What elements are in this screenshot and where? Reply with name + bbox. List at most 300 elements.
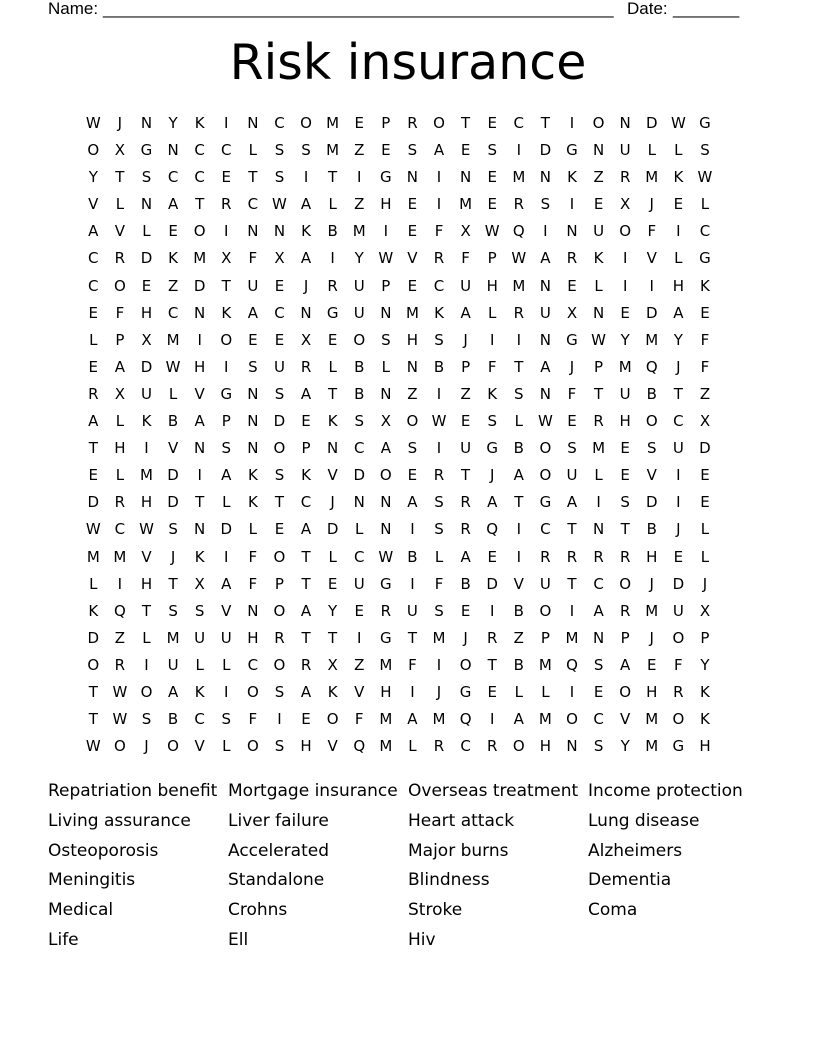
grid-cell[interactable]: U xyxy=(539,574,551,593)
grid-cell[interactable]: K xyxy=(593,249,604,268)
grid-cell[interactable]: O xyxy=(326,710,339,729)
grid-cell[interactable]: E xyxy=(620,439,630,458)
grid-cell[interactable]: T xyxy=(248,168,258,187)
grid-cell[interactable]: R xyxy=(486,628,498,647)
grid-cell[interactable]: M xyxy=(565,628,579,647)
grid-cell[interactable]: U xyxy=(220,628,232,647)
grid-cell[interactable]: R xyxy=(433,249,445,268)
grid-cell[interactable]: R xyxy=(593,412,604,431)
grid-cell[interactable]: F xyxy=(354,710,364,729)
grid-cell[interactable]: U xyxy=(353,303,365,322)
grid-cell[interactable]: E xyxy=(700,493,710,512)
grid-cell[interactable]: N xyxy=(300,303,312,322)
grid-cell[interactable]: S xyxy=(274,737,285,756)
grid-cell[interactable]: E xyxy=(381,141,391,160)
grid-cell[interactable]: C xyxy=(460,737,471,756)
grid-cell[interactable]: M xyxy=(618,357,632,376)
grid-cell[interactable]: A xyxy=(407,710,418,729)
grid-cell[interactable]: S xyxy=(194,601,205,620)
grid-cell[interactable]: V xyxy=(513,574,524,593)
grid-cell[interactable]: L xyxy=(195,655,204,674)
grid-cell[interactable]: R xyxy=(114,249,126,268)
grid-cell[interactable]: A xyxy=(513,466,524,485)
grid-cell[interactable]: W xyxy=(112,710,128,729)
grid-cell[interactable]: T xyxy=(195,195,205,214)
grid-cell[interactable]: M xyxy=(352,222,366,241)
grid-cell[interactable]: P xyxy=(274,574,284,593)
grid-cell[interactable]: O xyxy=(672,710,685,729)
grid-cell[interactable]: E xyxy=(567,412,577,431)
grid-cell[interactable]: I xyxy=(622,249,628,268)
grid-cell[interactable]: J xyxy=(463,330,468,349)
grid-cell[interactable]: F xyxy=(461,249,470,268)
grid-cell[interactable]: P xyxy=(540,628,550,647)
grid-cell[interactable]: O xyxy=(87,655,100,674)
grid-cell[interactable]: K xyxy=(700,682,710,701)
grid-cell[interactable]: I xyxy=(596,493,601,512)
grid-cell[interactable]: O xyxy=(672,628,685,647)
grid-cell[interactable]: Q xyxy=(645,357,658,376)
grid-cell[interactable]: L xyxy=(647,141,656,160)
grid-cell[interactable]: Y xyxy=(620,330,630,349)
grid-cell[interactable]: K xyxy=(247,493,258,512)
grid-cell[interactable]: E xyxy=(460,601,471,620)
grid-cell[interactable]: X xyxy=(620,195,631,214)
grid-cell[interactable]: R xyxy=(619,547,631,566)
grid-cell[interactable]: T xyxy=(487,655,497,674)
grid-cell[interactable]: J xyxy=(702,574,708,593)
grid-cell[interactable]: S xyxy=(301,141,311,160)
grid-cell[interactable]: J xyxy=(676,357,681,376)
grid-cell[interactable]: N xyxy=(140,114,153,132)
grid-cell[interactable]: R xyxy=(433,466,445,485)
grid-cell[interactable]: H xyxy=(380,195,392,214)
grid-cell[interactable]: K xyxy=(194,682,205,701)
grid-cell[interactable]: R xyxy=(460,493,471,512)
grid-cell[interactable]: G xyxy=(539,493,552,512)
grid-cell[interactable]: O xyxy=(379,466,392,485)
grid-cell[interactable]: E xyxy=(487,195,497,214)
grid-cell[interactable]: I xyxy=(676,466,681,485)
grid-cell[interactable]: L xyxy=(168,384,178,403)
grid-cell[interactable]: E xyxy=(620,303,630,322)
grid-cell[interactable]: H xyxy=(486,276,498,295)
grid-cell[interactable]: W xyxy=(484,222,500,241)
grid-cell[interactable]: M xyxy=(432,710,446,729)
grid-cell[interactable]: B xyxy=(167,710,179,729)
grid-cell[interactable]: L xyxy=(514,412,523,431)
grid-cell[interactable]: I xyxy=(357,628,362,647)
grid-cell[interactable]: E xyxy=(221,168,231,187)
grid-cell[interactable]: S xyxy=(274,682,285,701)
grid-cell[interactable]: W xyxy=(139,520,154,539)
grid-cell[interactable]: S xyxy=(168,601,178,620)
grid-cell[interactable]: X xyxy=(380,412,391,431)
grid-cell[interactable]: M xyxy=(512,168,526,187)
grid-cell[interactable]: T xyxy=(620,520,630,539)
grid-cell[interactable]: N xyxy=(194,520,206,539)
grid-cell[interactable]: E xyxy=(274,330,285,349)
grid-cell[interactable]: K xyxy=(487,384,498,403)
grid-cell[interactable]: M xyxy=(538,710,552,729)
grid-cell[interactable]: Z xyxy=(460,384,471,403)
grid-cell[interactable]: W xyxy=(670,114,686,132)
grid-cell[interactable]: S xyxy=(593,655,604,674)
grid-cell[interactable]: H xyxy=(539,737,552,756)
grid-cell[interactable]: V xyxy=(221,601,232,620)
grid-cell[interactable]: T xyxy=(328,384,338,403)
grid-cell[interactable]: T xyxy=(274,493,285,512)
grid-cell[interactable]: V xyxy=(327,466,338,485)
grid-cell[interactable]: R xyxy=(673,682,684,701)
grid-cell[interactable]: F xyxy=(700,330,710,349)
grid-cell[interactable]: E xyxy=(460,141,471,160)
grid-cell[interactable]: Q xyxy=(353,737,366,756)
grid-cell[interactable]: Z xyxy=(114,628,126,647)
grid-cell[interactable]: N xyxy=(592,628,605,647)
grid-cell[interactable]: R xyxy=(540,547,551,566)
grid-cell[interactable]: I xyxy=(569,114,575,132)
grid-cell[interactable]: Y xyxy=(168,114,178,132)
grid-cell[interactable]: M xyxy=(405,303,419,322)
grid-cell[interactable]: O xyxy=(566,710,578,729)
grid-cell[interactable]: G xyxy=(566,330,578,349)
grid-cell[interactable]: T xyxy=(514,493,524,512)
grid-cell[interactable]: O xyxy=(433,114,445,132)
grid-cell[interactable]: S xyxy=(274,141,285,160)
grid-cell[interactable]: K xyxy=(141,412,152,431)
grid-cell[interactable]: L xyxy=(115,466,125,485)
grid-cell[interactable]: E xyxy=(593,682,604,701)
grid-cell[interactable]: L xyxy=(700,520,710,539)
grid-cell[interactable]: F xyxy=(248,249,258,268)
grid-cell[interactable]: P xyxy=(381,276,391,295)
grid-cell[interactable]: F xyxy=(434,222,444,241)
grid-cell[interactable]: D xyxy=(167,466,179,485)
grid-cell[interactable]: L xyxy=(674,249,683,268)
grid-cell[interactable]: T xyxy=(301,547,311,566)
grid-cell[interactable]: V xyxy=(620,710,631,729)
grid-cell[interactable]: A xyxy=(433,141,445,160)
grid-cell[interactable]: R xyxy=(619,168,631,187)
grid-cell[interactable]: Y xyxy=(328,601,338,620)
grid-cell[interactable]: E xyxy=(301,710,311,729)
grid-cell[interactable]: D xyxy=(645,303,658,322)
grid-cell[interactable]: H xyxy=(247,628,259,647)
grid-cell[interactable]: N xyxy=(566,222,578,241)
grid-cell[interactable]: B xyxy=(460,574,471,593)
grid-cell[interactable]: M xyxy=(113,547,127,566)
grid-cell[interactable]: W xyxy=(511,249,527,268)
grid-cell[interactable]: S xyxy=(434,601,444,620)
grid-cell[interactable]: O xyxy=(619,682,632,701)
grid-cell[interactable]: T xyxy=(88,439,98,458)
grid-cell[interactable]: K xyxy=(434,303,444,322)
grid-cell[interactable]: E xyxy=(620,466,630,485)
grid-cell[interactable]: S xyxy=(274,384,285,403)
grid-cell[interactable]: R xyxy=(300,655,312,674)
grid-cell[interactable]: M xyxy=(645,737,659,756)
grid-cell[interactable]: A xyxy=(221,466,232,485)
grid-cell[interactable]: T xyxy=(115,168,125,187)
grid-cell[interactable]: X xyxy=(114,141,126,160)
grid-cell[interactable]: U xyxy=(194,628,206,647)
grid-cell[interactable]: S xyxy=(168,520,178,539)
grid-cell[interactable]: L xyxy=(514,682,523,701)
grid-cell[interactable]: I xyxy=(569,682,575,701)
grid-cell[interactable]: O xyxy=(512,737,525,756)
grid-cell[interactable]: O xyxy=(273,601,286,620)
grid-cell[interactable]: N xyxy=(380,384,392,403)
grid-cell[interactable]: M xyxy=(459,195,473,214)
grid-cell[interactable]: E xyxy=(141,276,152,295)
grid-cell[interactable]: D xyxy=(220,520,233,539)
grid-cell[interactable]: H xyxy=(140,493,153,512)
grid-cell[interactable]: T xyxy=(88,710,98,729)
grid-cell[interactable]: R xyxy=(566,547,578,566)
grid-cell[interactable]: V xyxy=(88,195,99,214)
grid-cell[interactable]: T xyxy=(141,601,152,620)
grid-cell[interactable]: D xyxy=(699,439,711,458)
grid-cell[interactable]: R xyxy=(114,655,126,674)
grid-cell[interactable]: O xyxy=(273,655,286,674)
grid-cell[interactable]: L xyxy=(408,737,417,756)
grid-cell[interactable]: R xyxy=(221,195,232,214)
grid-cell[interactable]: N xyxy=(247,384,259,403)
grid-cell[interactable]: L xyxy=(89,330,98,349)
grid-cell[interactable]: M xyxy=(193,249,207,268)
grid-cell[interactable]: X xyxy=(327,655,338,674)
grid-cell[interactable]: N xyxy=(566,737,578,756)
grid-cell[interactable]: U xyxy=(353,574,365,593)
grid-cell[interactable]: V xyxy=(194,384,205,403)
grid-cell[interactable]: A xyxy=(167,195,179,214)
grid-cell[interactable]: L xyxy=(248,520,258,539)
grid-cell[interactable]: L xyxy=(700,547,710,566)
grid-cell[interactable]: F xyxy=(700,357,710,376)
grid-cell[interactable]: H xyxy=(619,412,631,431)
grid-cell[interactable]: L xyxy=(700,195,710,214)
grid-cell[interactable]: E xyxy=(487,682,497,701)
grid-cell[interactable]: E xyxy=(407,195,418,214)
grid-cell[interactable]: H xyxy=(672,276,684,295)
grid-cell[interactable]: M xyxy=(512,276,526,295)
grid-cell[interactable]: U xyxy=(247,276,259,295)
grid-cell[interactable]: K xyxy=(247,466,258,485)
grid-cell[interactable]: O xyxy=(113,737,126,756)
grid-cell[interactable]: G xyxy=(699,249,711,268)
grid-cell[interactable]: O xyxy=(539,466,552,485)
grid-cell[interactable]: I xyxy=(436,439,442,458)
grid-cell[interactable]: G xyxy=(380,628,392,647)
grid-cell[interactable]: J xyxy=(649,195,654,214)
grid-cell[interactable]: S xyxy=(248,357,258,376)
grid-cell[interactable]: L xyxy=(248,141,258,160)
grid-cell[interactable]: F xyxy=(248,710,258,729)
grid-cell[interactable]: I xyxy=(330,249,335,268)
grid-cell[interactable]: H xyxy=(699,737,711,756)
grid-cell[interactable]: E xyxy=(301,412,311,431)
grid-cell[interactable]: C xyxy=(194,168,205,187)
grid-cell[interactable]: R xyxy=(327,276,338,295)
grid-cell[interactable]: H xyxy=(300,737,312,756)
grid-cell[interactable]: O xyxy=(619,574,632,593)
grid-cell[interactable]: I xyxy=(516,547,522,566)
grid-cell[interactable]: R xyxy=(300,357,312,376)
grid-cell[interactable]: K xyxy=(700,276,710,295)
grid-cell[interactable]: T xyxy=(407,628,417,647)
grid-cell[interactable]: Y xyxy=(88,168,98,187)
grid-cell[interactable]: M xyxy=(326,141,340,160)
grid-cell[interactable]: O xyxy=(406,412,419,431)
grid-cell[interactable]: I xyxy=(197,330,202,349)
grid-cell[interactable]: I xyxy=(410,520,415,539)
grid-cell[interactable]: P xyxy=(221,412,231,431)
grid-cell[interactable]: F xyxy=(248,547,258,566)
grid-cell[interactable]: S xyxy=(514,384,524,403)
grid-cell[interactable]: U xyxy=(672,439,684,458)
grid-cell[interactable]: A xyxy=(593,601,604,620)
grid-cell[interactable]: O xyxy=(273,547,286,566)
grid-cell[interactable]: C xyxy=(194,141,205,160)
grid-cell[interactable]: C xyxy=(513,114,525,132)
grid-cell[interactable]: O xyxy=(193,222,206,241)
grid-cell[interactable]: M xyxy=(86,547,100,566)
grid-cell[interactable]: E xyxy=(487,168,497,187)
grid-cell[interactable]: D xyxy=(273,412,286,431)
grid-cell[interactable]: F xyxy=(674,655,683,674)
grid-cell[interactable]: C xyxy=(194,710,205,729)
grid-cell[interactable]: C xyxy=(593,710,604,729)
grid-cell[interactable]: G xyxy=(459,682,472,701)
grid-cell[interactable]: H xyxy=(646,547,658,566)
name-blank-line[interactable]: ______________________________________________________ xyxy=(103,0,614,18)
grid-cell[interactable]: T xyxy=(328,628,338,647)
grid-cell[interactable]: G xyxy=(140,141,153,160)
grid-cell[interactable]: U xyxy=(353,276,365,295)
grid-cell[interactable]: I xyxy=(676,493,681,512)
grid-cell[interactable]: N xyxy=(406,168,419,187)
grid-cell[interactable]: N xyxy=(353,493,365,512)
grid-cell[interactable]: K xyxy=(194,547,205,566)
grid-cell[interactable]: Y xyxy=(673,330,683,349)
grid-cell[interactable]: I xyxy=(436,195,442,214)
grid-cell[interactable]: C xyxy=(300,493,312,512)
grid-cell[interactable]: O xyxy=(539,601,552,620)
grid-cell[interactable]: A xyxy=(487,493,498,512)
grid-cell[interactable]: K xyxy=(194,114,205,132)
grid-cell[interactable]: I xyxy=(516,141,522,160)
grid-cell[interactable]: E xyxy=(647,655,657,674)
grid-cell[interactable]: N xyxy=(247,114,259,132)
grid-cell[interactable]: S xyxy=(487,141,497,160)
grid-cell[interactable]: I xyxy=(277,710,282,729)
grid-cell[interactable]: B xyxy=(167,412,179,431)
grid-cell[interactable]: P xyxy=(594,357,604,376)
grid-cell[interactable]: V xyxy=(354,682,365,701)
grid-cell[interactable]: X xyxy=(194,574,205,593)
grid-cell[interactable]: G xyxy=(380,574,392,593)
grid-cell[interactable]: E xyxy=(487,114,497,132)
grid-cell[interactable]: N xyxy=(194,303,206,322)
grid-cell[interactable]: U xyxy=(619,384,631,403)
grid-cell[interactable]: I xyxy=(436,384,442,403)
grid-cell[interactable]: N xyxy=(380,303,392,322)
grid-cell[interactable]: T xyxy=(168,574,178,593)
grid-cell[interactable]: C xyxy=(114,520,126,539)
grid-cell[interactable]: W xyxy=(112,682,128,701)
grid-cell[interactable]: S xyxy=(221,710,232,729)
grid-cell[interactable]: V xyxy=(646,466,657,485)
grid-cell[interactable]: J xyxy=(649,574,654,593)
grid-cell[interactable]: U xyxy=(140,384,152,403)
grid-cell[interactable]: N xyxy=(539,384,551,403)
grid-cell[interactable]: U xyxy=(406,601,418,620)
grid-cell[interactable]: E xyxy=(487,547,497,566)
grid-cell[interactable]: O xyxy=(300,114,312,132)
grid-cell[interactable]: V xyxy=(167,439,179,458)
grid-cell[interactable]: Z xyxy=(354,141,365,160)
grid-cell[interactable]: X xyxy=(141,330,152,349)
grid-cell[interactable]: R xyxy=(380,601,392,620)
grid-cell[interactable]: N xyxy=(592,141,605,160)
grid-cell[interactable]: K xyxy=(567,168,577,187)
grid-cell[interactable]: L xyxy=(594,276,603,295)
grid-cell[interactable]: M xyxy=(379,737,393,756)
grid-cell[interactable]: C xyxy=(167,168,179,187)
grid-cell[interactable]: J xyxy=(463,628,468,647)
grid-cell[interactable]: A xyxy=(247,303,258,322)
grid-cell[interactable]: M xyxy=(592,439,606,458)
grid-cell[interactable]: S xyxy=(434,493,444,512)
grid-cell[interactable]: J xyxy=(330,493,335,512)
grid-cell[interactable]: J xyxy=(144,737,149,756)
grid-cell[interactable]: E xyxy=(593,195,604,214)
grid-cell[interactable]: D xyxy=(193,276,206,295)
grid-cell[interactable]: T xyxy=(221,276,231,295)
grid-cell[interactable]: C xyxy=(593,574,604,593)
grid-cell[interactable]: V xyxy=(141,547,152,566)
grid-cell[interactable]: P xyxy=(700,628,710,647)
grid-cell[interactable]: R xyxy=(407,114,418,132)
grid-cell[interactable]: O xyxy=(459,655,472,674)
grid-cell[interactable]: N xyxy=(539,276,551,295)
grid-cell[interactable]: P xyxy=(461,357,471,376)
grid-cell[interactable]: D xyxy=(353,466,366,485)
grid-cell[interactable]: F xyxy=(408,655,417,674)
grid-cell[interactable]: G xyxy=(380,168,392,187)
grid-cell[interactable]: D xyxy=(645,493,658,512)
grid-cell[interactable]: S xyxy=(407,141,418,160)
grid-cell[interactable]: B xyxy=(354,357,365,376)
grid-cell[interactable]: A xyxy=(380,439,391,458)
grid-cell[interactable]: E xyxy=(88,357,99,376)
grid-cell[interactable]: Y xyxy=(620,737,630,756)
grid-cell[interactable]: N xyxy=(273,222,286,241)
grid-cell[interactable]: R xyxy=(460,520,471,539)
grid-cell[interactable]: S xyxy=(647,439,657,458)
grid-cell[interactable]: G xyxy=(326,303,339,322)
grid-cell[interactable]: Z xyxy=(593,168,604,187)
grid-cell[interactable]: R xyxy=(114,493,126,512)
grid-cell[interactable]: U xyxy=(566,466,578,485)
grid-cell[interactable]: X xyxy=(300,330,312,349)
grid-cell[interactable]: O xyxy=(140,682,153,701)
grid-cell[interactable]: E xyxy=(407,222,418,241)
grid-cell[interactable]: N xyxy=(459,168,472,187)
grid-cell[interactable]: S xyxy=(593,737,604,756)
grid-cell[interactable]: N xyxy=(539,168,551,187)
